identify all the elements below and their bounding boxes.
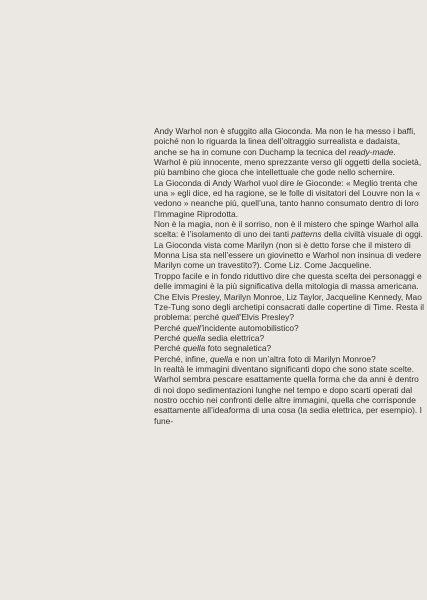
italic-text: quella (210, 353, 233, 364)
text-run: Gioconde: « Meglio trenta che una » egli dice, ed ha ragione, se le folle di visitatori del Louvre non la « vedono » neanche più, quell’una, tanto hanno consumato dentro di loro l’Immagine Riprodotta. (154, 177, 421, 219)
italic-text: le (296, 177, 304, 188)
paragraph (154, 271, 424, 323)
paragraph (154, 178, 424, 219)
text-run: incidente automobilistico? (202, 322, 299, 333)
text-run: La Gioconda di Andy Warhol vuol dire (154, 177, 297, 188)
text-run: Warhol è più innocente, meno sprezzante verso gli oggetti della società, più bambino che gioca che intellettuale che gode nello schernire. (154, 157, 422, 178)
text-run: e non un’altra foto di Marilyn Monroe? (232, 353, 376, 364)
text-run: Non è la magia, non è il sorriso, non è il mistero che spinge Warhol alla scelta: è l’isolamento di uno dei tanti (154, 219, 419, 240)
text-run: Andy Warhol non è sfuggito alla Gioconda. Ma non le ha messo i baffi, poiché non lo riguarda la linea dell’oltraggio surrealista e dadaista, anche se ha in comune con Duchamp la tecnica del (154, 126, 416, 157)
paragraph (154, 364, 424, 426)
paragraph (154, 354, 424, 364)
text-run: Perché (154, 332, 183, 343)
italic-text: quella (182, 332, 206, 343)
text-run: In realtà le immagini diventano significanti dopo che sono state scelte. Warhol sembra pescare esattamente quella forma che da anni è dentro di noi dopo sedimentazioni lunghe nel tempo e dopo scarti operati dal nostro occhio nei confronti delle altre immagini, quella che corrisponde esattamente all’ideaforma di una cosa (la sedia elettrica, per esempio). I fune- (154, 363, 422, 426)
text-run: della civiltà visuale di oggi. La Gioconda vista come Marilyn (non si è detto forse che il mistero di Monna Lisa sta nell’essere un giovinetto e Warhol non insinua di vedere Marilyn come un travestito?). Come Liz. Come Jacqueline. (154, 229, 423, 271)
paragraph (154, 126, 424, 157)
paragraph (154, 343, 424, 353)
italic-text: quella (182, 343, 206, 354)
paragraph (154, 323, 424, 333)
text-run: foto segnaletica? (205, 343, 272, 354)
text-run: Elvis Presley? (241, 312, 295, 323)
italic-text: ready-made (348, 146, 394, 157)
text-run: . (393, 146, 396, 157)
paragraph (154, 219, 424, 271)
italic-text: quell’ (182, 322, 203, 333)
italic-text: patterns (291, 229, 322, 240)
text-run: Perché (154, 343, 183, 354)
paragraph (154, 157, 424, 178)
text-run: Troppo facile e in fondo riduttivo dire che questa scelta dei personaggi e delle immagini è la più significativa della mitologia di massa americana. Che Elvis Presley, Marilyn Monroe, Liz Taylor, Jacqueline Kennedy, Mao Tze-Tung sono degli archetipi consacrati dalle copertine di Time. Resta il problema: perché (154, 270, 424, 323)
text-run: Perché, infine, (154, 353, 211, 364)
text-column (154, 126, 424, 426)
text-run: sedia elettrica? (205, 332, 265, 343)
paragraph (154, 333, 424, 343)
text-run: Perché (154, 322, 183, 333)
italic-text: quell’ (221, 312, 242, 323)
